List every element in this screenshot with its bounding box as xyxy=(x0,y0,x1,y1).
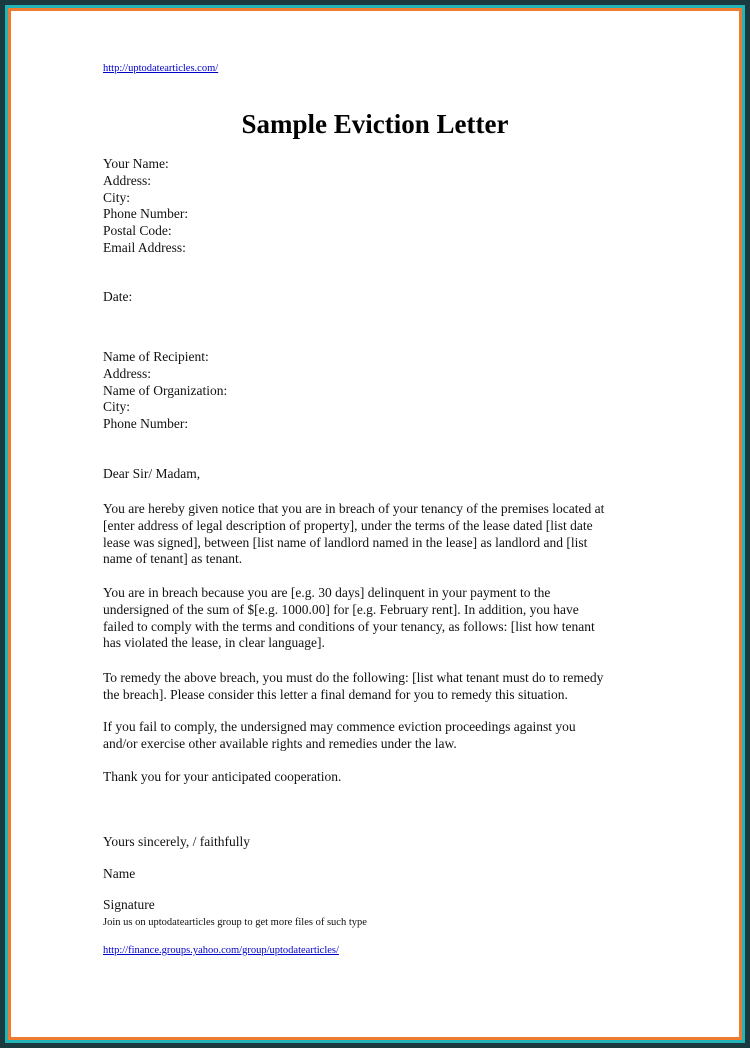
letter-title: Sample Eviction Letter xyxy=(241,109,509,139)
date-label: Date: xyxy=(103,289,133,304)
sender-city-line: City: xyxy=(103,189,131,205)
letter-page xyxy=(11,11,739,1037)
recipient-name-line: Name of Recipient: xyxy=(103,349,209,364)
sender-email-line: Email Address: xyxy=(103,239,186,255)
paragraph-remedy: To remedy the above breach, you must do the following: [list what tenant must do to remedy the breach]. Please consider this letter a final demand for you to remedy this situation. xyxy=(103,670,604,702)
paragraph-consequence: If you fail to comply, the undersigned may commence eviction proceedings against you and/or exercise other available rights and remedies under the law. xyxy=(103,719,576,751)
sender-block xyxy=(103,156,188,257)
sender-address-line: Address: xyxy=(103,172,151,188)
recipient-city-line: City: xyxy=(103,399,131,415)
sender-postal-line: Postal Code: xyxy=(103,223,172,239)
salutation: Dear Sir/ Madam, xyxy=(103,466,201,481)
paragraph-thanks: Thank you for your anticipated cooperation. xyxy=(103,769,342,784)
sender-phone-line: Phone Number: xyxy=(103,206,189,222)
paragraph-breach: You are in breach because you are [e.g. 30 days] delinquent in your payment to the undersigned of the sum of $[e.g. 1000.00] for [e.g. February rent]. In addition, you have failed to comply with the terms and conditions of your tenancy, as follows: [list how tenant has violated the lease, in clear language]. xyxy=(103,585,595,651)
paragraph-notice: You are hereby given notice that you are in breach of your tenancy of the premises located at [enter address of legal description of property], under the terms of the lease dated [list date lease was signed], between [list name of landlord named in the lease] as landlord and [list name of tenant] as tenant. xyxy=(103,501,605,567)
top-source-link[interactable]: http://uptodatearticles.com/ xyxy=(103,63,219,74)
footer-group-link[interactable]: http://finance.groups.yahoo.com/group/uptodatearticles/ xyxy=(103,945,339,956)
date-line xyxy=(103,289,132,306)
sender-name-line: Your Name: xyxy=(103,156,169,171)
name-line: Name xyxy=(103,866,136,881)
recipient-address-line: Address: xyxy=(103,365,151,381)
signature-line: Signature xyxy=(103,897,155,912)
footer-note: Join us on uptodatearticles group to get more files of such type xyxy=(103,917,367,928)
recipient-org-line: Name of Organization: xyxy=(103,382,228,398)
recipient-phone-line: Phone Number: xyxy=(103,416,189,432)
recipient-block xyxy=(103,349,227,433)
valediction: Yours sincerely, / faithfully xyxy=(103,834,250,849)
